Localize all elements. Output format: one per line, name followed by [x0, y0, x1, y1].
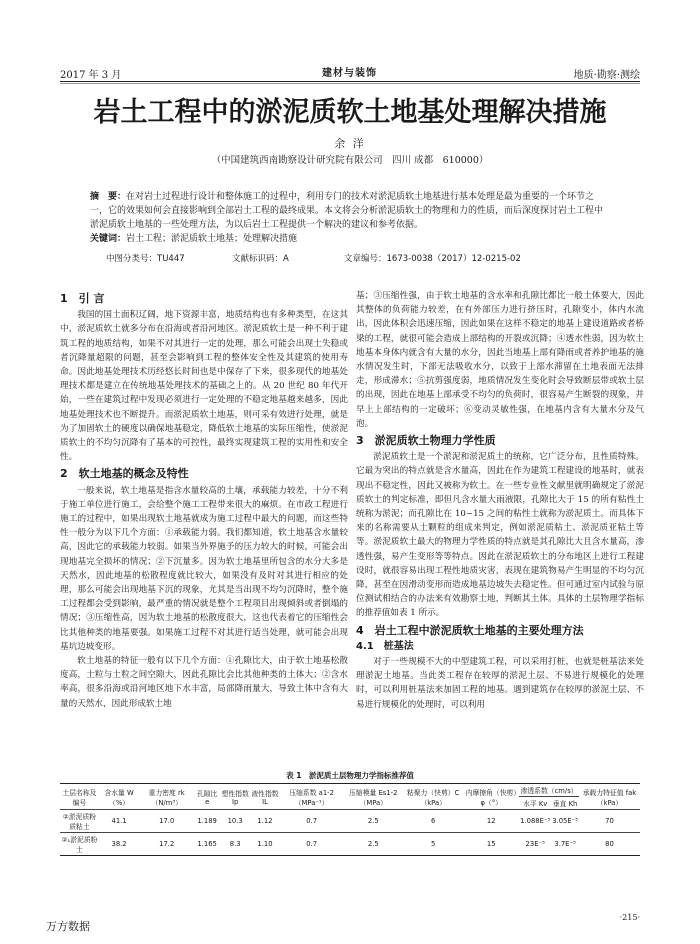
cell: 41.1: [99, 810, 139, 833]
keywords: [90, 232, 610, 246]
keywords-text: 岩土工程；淤泥质软土地基；处理解决措施: [126, 234, 298, 244]
paragraph: 一般来说，软土地基是指含水量较高的土壤，承载能力较差，十分不利于施工单位进行施工，会给整个施工工程带来很大的麻烦。在市政工程进行施工的过程中，如果出现软土地基就成为施工过程中最大的问题，而这些特性一般分为以下几个方面：①承载能力弱。我们都知道，软土地基含水量较高，因此它的承载能力较弱。如果当外界施予的压力较大的时候，可能会出现地基完全损坏的情况；②下沉量多。因为软土地基里所包含的水分大多是天然水，因此地基的松散程度就比较大，如果没有及时对其进行相应的处理，那么可能会出现地基下沉的现象，尤其是当出现不均匀沉降时，整个施工过程都会受到影响，最严重的情况就是整个工程项目出现倾斜或者倒塌的情况；③压缩性高，因为软土地基的松散度很大，这也代表着它的压缩性会比其他种类的地基要强。如果施工过程不对其进行适当处理，就可能会出现基坑边坡变形。: [60, 485, 348, 652]
page-number: ·215·: [619, 913, 640, 922]
col-header: 孔隙比 e: [194, 784, 220, 810]
cell: 23E⁻⁵: [519, 833, 551, 856]
col-header: 压缩系数 a1-2（MPa⁻¹）: [280, 784, 344, 810]
article-number: 文章编号：1673-0038（2017）12-0215-02: [344, 254, 521, 264]
header-date: 2017 年 3 月: [60, 70, 122, 81]
cell: 70: [579, 810, 640, 833]
col-header: 重力密度 rk（N/m³）: [139, 784, 194, 810]
cell: 10.3: [220, 810, 250, 833]
abstract-text: 在对岩土过程进行设计和整体施工的过程中，利用专门的技术对淤泥质软土地基进行基本处理是最为重要的一个环节之一，它的效果如何会直接影响到全部岩土工程的最终成果。本文将会分析淤泥质软土的物理和力的性质，而后深度探讨岩土工程中淤泥质软土地基的一些处理方法，为以后岩土工程提供一个解决的建议和参考依据。: [90, 192, 604, 230]
affiliation: （中国建筑西南勘察设计研究院有限公司 四川 成都 610000）: [211, 155, 489, 166]
table-row: [60, 833, 640, 856]
cell: 8.3: [220, 833, 250, 856]
cell: 0.7: [280, 810, 344, 833]
cell: 2.5: [343, 833, 403, 856]
section-heading-2: 2 软土地基的概念及特性: [60, 467, 189, 481]
table-row: [60, 810, 640, 833]
cell: 17.0: [139, 810, 194, 833]
paragraph: 淤泥质软土是一个淤泥和淤泥质土的统称，它广泛分布，且性质特殊。它最为突出的特点就是含水量高，因此在作为建筑工程建设的地基时，就表现出不稳定性，因此又被称为软土。在一些专业性文献里就明确规定了淤泥质软土的判定标准，即但凡含水量大雨液限，孔隙比大于 15 的所有粘性土统称为淤泥；而孔隙比在 10~15 之间的粘性土就称为淤泥质土。而具体下来的名称需要从土颗粒的组成来判定，例如淤泥质粘土、淤泥质亚粘土等等。淤泥质软土最大的物理力学性质的特点就是其孔隙比大且含水量高，渗透性强，易产生变形等等特点。因此在淤泥质软土的分布地区上进行工程建设时，就很容易出现工程性地质灾害，表现在建筑物易产生明显的不均匀沉降，甚至在因滑动变形而造成地基边坡失去稳定性。但可通过室内试验与原位测试相结合的办法来有效勘察土地，判断其土体。具体的土层物理学指标的推荐值如表 1 所示。: [356, 452, 644, 619]
cell: ②淤泥质粉质粘土: [60, 810, 99, 833]
cell: 1.12: [250, 810, 280, 833]
cell: 1.088E⁻⁵: [519, 810, 551, 833]
sub-header: 垂直 Kh: [551, 797, 579, 810]
section-heading-3: 3 淤泥质软土物理力学性质: [356, 434, 496, 448]
cell: 1.10: [250, 833, 280, 856]
cell: 3.05E⁻⁵: [551, 810, 579, 833]
header-section: 地质·勘察·测绘: [573, 70, 640, 81]
abstract: [90, 190, 610, 232]
left-column: [60, 289, 348, 711]
running-header: [60, 64, 640, 80]
section-heading-4: 4 岩土工程中淤泥质软土地基的主要处理方法: [356, 623, 584, 637]
cell: 80: [579, 833, 640, 856]
abstract-block: [90, 190, 610, 246]
cell: 3.7E⁻⁵: [551, 833, 579, 856]
cell: 0.7: [280, 833, 344, 856]
cell: 12: [463, 810, 519, 833]
cell: 2.5: [343, 810, 403, 833]
section-heading-1: 1 引 言: [60, 292, 105, 305]
abstract-label: 摘 要：: [90, 192, 127, 202]
cell: 5: [403, 833, 463, 856]
col-header: 承载力特征值 fak（kPa）: [579, 784, 640, 810]
cell: 1.189: [194, 810, 220, 833]
paragraph: 基；③压缩性强，由于软土地基的含水率和孔隙比都比一般土体要大，因此其整体的负荷能力较差，在有外部压力进行挤压时，孔隙变小，体内水流出，因此体积会迅速压缩，因此如果在这样不稳定的地基上建设道路或者桥梁的工程，就很可能会造成上部结构的开裂或沉降；④透水性弱，因为软土地基本身体内就含有大量的水分，因此当地基上部有降雨或者养护地基的施水情况发生时，下部无法吸收水分，以致于上部水滞留在土地表面无法排走，形成滞水；⑤抗剪强度弱，地质情况发生变化时会导致断层带或软土层的出现，因此在地基上部承受不均匀的负荷时，很容易产生断裂的现象，并早上上部结构的一定破坏；⑥变动灵敏性强，在地基内含有大量水分及气泡。: [356, 291, 644, 429]
col-header: 土层名称及编号: [60, 784, 99, 810]
cell: 38.2: [99, 833, 139, 856]
keywords-label: 关键词：: [90, 234, 127, 244]
watermark: 万方数据: [46, 920, 90, 933]
cell: 17.2: [139, 833, 194, 856]
cell: 6: [403, 810, 463, 833]
sub-header: 水平 Kv: [519, 797, 551, 810]
cell: ②₁淤泥质粉土: [60, 833, 99, 856]
journal-name: 建材与装饰: [322, 68, 377, 79]
header-rule-thin: [60, 83, 640, 84]
paragraph: 我国的国土面积辽阔，地下资源丰富，地质结构也有多种类型，在这其中，淤泥质软土就多分布在沿海或者沿河地区。淤泥质软土是一种不利于建筑工程的地质结构，如果不对其进行一定的处理，那么可能会出现土失稳或者沉降量超限的问题，甚至会影响到工程的整体安全性及其建筑的使用寿命。因此地基处理技术历经悠长时间也是中保存了下来，很多现代的地基处理技术都是建立在传统地基处理技术的基础之上的。从 20 世纪 80 年代开始，一些在建筑过程中发现必须进行一定处理的不稳定地基越来越多，因此地基处理技术也不断提升。而淤泥质软土地基，则可采有效进行处理，就是为了加固软土的硬度以确保地基稳定，降低软土地基的实际压缩性，使淤泥质软土的不均匀沉降有了基本的可控性，最终实现建筑工程的实用性和安全性。: [60, 310, 348, 463]
col-header: 含水量 W（%）: [99, 784, 139, 810]
header-rule: [60, 81, 640, 82]
col-header: 塑性指数 Ip: [220, 784, 250, 810]
paragraph: 对于一些规模不大的中型建筑工程，可以采用打桩，也就是桩基法来处理淤泥土地基。当此类工程存在较厚的淤泥土层、不易进行规模化的处理时，可以利用桩基法来加固工程的地基。遇到建筑存在较厚的淤泥土层、不易进行规模化的处理时，可以利用: [356, 657, 644, 710]
clc-number: 中图分类号：TU447: [106, 254, 185, 264]
paragraph: 软土地基的特征一般有以下几个方面：①孔隙比大，由于软土地基松散度高，土粒与土粒之间空隙大，因此孔隙比会比其他种类的土体大；②含水率高，很多沿海或沿河地区地下水丰富，局部降雨量大，导致土体中含有大量的天然水，因此形成软土地: [60, 656, 348, 709]
col-header: 压缩模量 Es1-2（MPa）: [343, 784, 403, 810]
author: 余 洋: [334, 137, 366, 150]
table-caption: 表 1 淤泥质土层物理力学指标推荐值: [286, 771, 414, 780]
doc-code: 文献标识码：A: [232, 254, 289, 264]
col-header: 液性指数 IL: [250, 784, 280, 810]
paper-title: 岩土工程中的淤泥质软土地基处理解决措施: [93, 97, 607, 128]
subsection-heading-4-1: 4.1 桩基法: [356, 640, 414, 652]
cell: 1.165: [194, 833, 220, 856]
col-header: 内摩擦角（快剪）φ（°）: [463, 784, 519, 810]
right-column: [356, 289, 644, 712]
soil-index-table: [60, 783, 640, 856]
col-header: 渗透系数（cm/s）: [519, 784, 579, 797]
col-header: 粘聚力（快剪）C（kPa）: [403, 784, 463, 810]
cell: 15: [463, 833, 519, 856]
